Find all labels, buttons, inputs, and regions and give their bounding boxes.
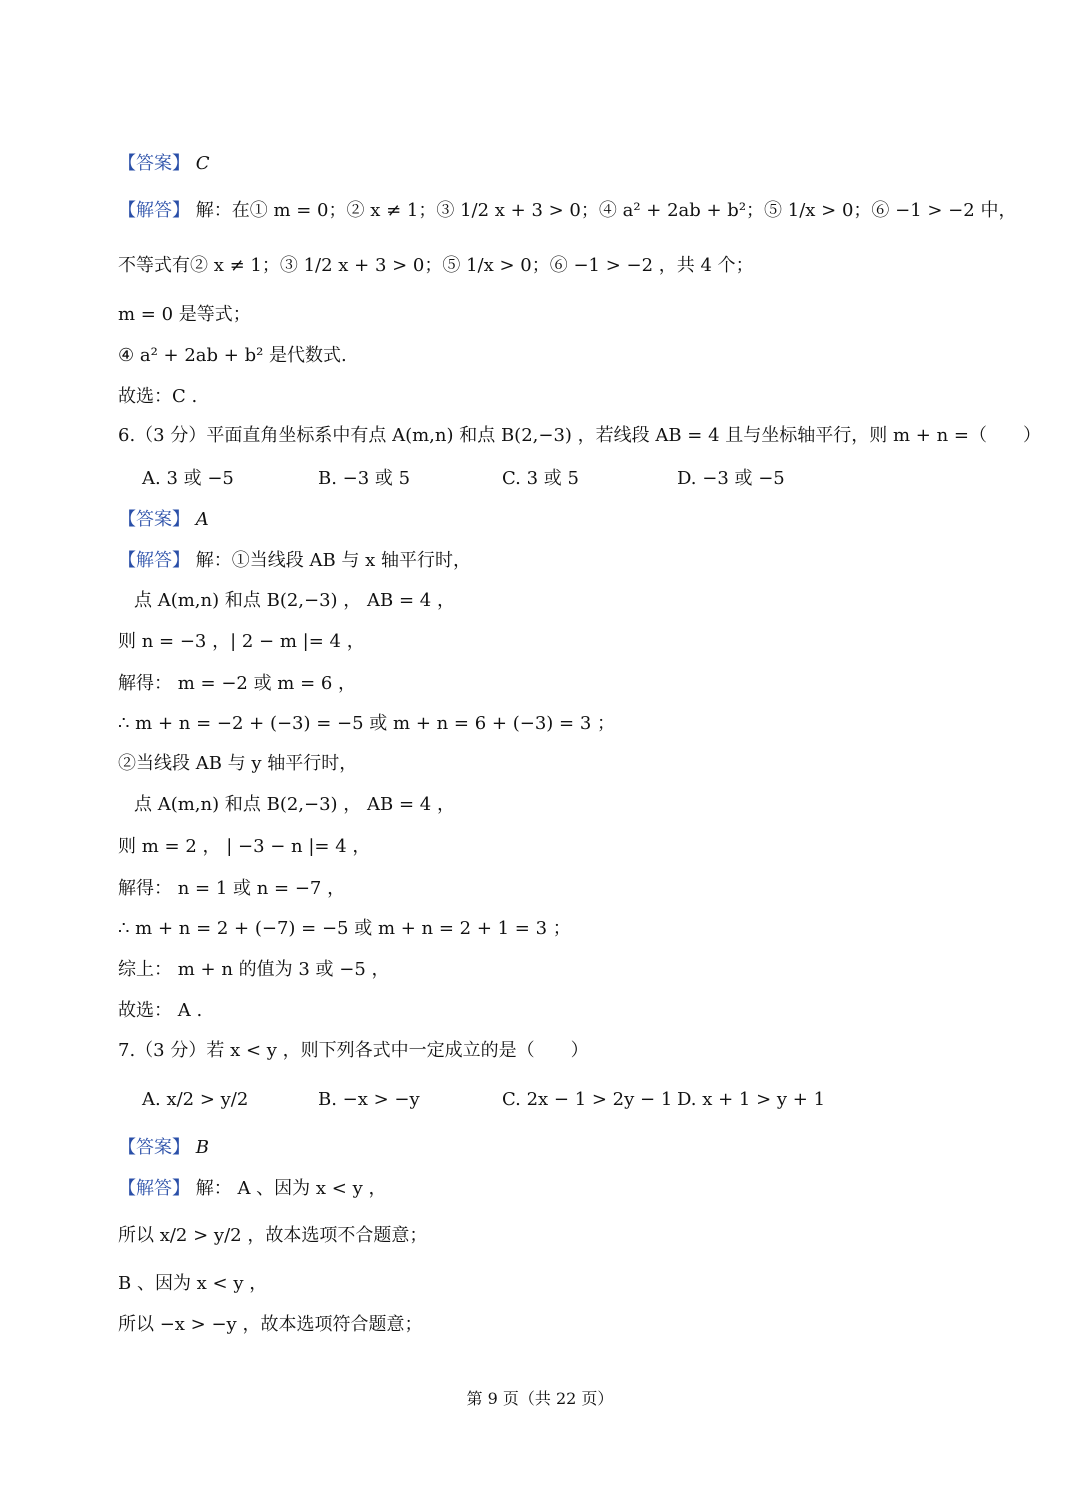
answer-value: C <box>195 153 210 174</box>
q7-option-a: A. x/2 > y/2 <box>142 1089 249 1110</box>
q7-stem: 7.（3 分）若 x < y ，则下列各式中一定成立的是（ ） <box>118 1040 589 1061</box>
q5-analysis-line-1 <box>118 200 1016 222</box>
q7-answer <box>118 1137 209 1159</box>
answer-tag: 【答案】 <box>118 153 190 174</box>
q5-conclusion: 故选：C . <box>118 386 198 407</box>
q6-option-d: D. −3 或 −5 <box>677 468 785 489</box>
page-footer: 第 9 页（共 22 页） <box>466 1389 614 1408</box>
q6-conclusion: 故选： A . <box>118 1000 203 1021</box>
q6-analysis-line-2: 点 A(m,n) 和点 B(2,−3) ， AB = 4 ， <box>134 590 455 611</box>
q5-analysis-line-2: 不等式有② x ≠ 1；③ 1/2 x + 3 > 0；⑤ 1/x > 0；⑥ −1 > −2 ，共 4 个； <box>118 255 754 276</box>
q6-analysis-line-3: 则 n = −3 ，| 2 − m |= 4 ， <box>118 631 365 652</box>
answer-tag: 【答案】 <box>118 1137 190 1158</box>
analysis-text: 解：①当线段 AB 与 x 轴平行时， <box>195 550 471 571</box>
q7-option-c: C. 2x − 1 > 2y − 1 <box>502 1089 673 1110</box>
q7-option-d: D. x + 1 > y + 1 <box>677 1089 826 1110</box>
q5-answer <box>118 153 210 175</box>
q6-option-b: B. −3 或 5 <box>318 468 411 489</box>
q6-analysis-line-7: 点 A(m,n) 和点 B(2,−3) ， AB = 4 ， <box>134 794 455 815</box>
q6-analysis-line-6: ②当线段 AB 与 y 轴平行时， <box>118 753 358 774</box>
analysis-tag: 【解答】 <box>118 550 190 571</box>
q6-analysis-line-1 <box>118 550 471 572</box>
q7-analysis-line-1 <box>118 1178 386 1200</box>
analysis-tag: 【解答】 <box>118 1178 190 1199</box>
q7-analysis-line-4: 所以 −x > −y ，故本选项符合题意； <box>118 1314 423 1335</box>
analysis-text: 解：在① m = 0；② x ≠ 1；③ 1/2 x + 3 > 0；④ a² + 2ab + b²；⑤ 1/x > 0；⑥ −1 > −2 中， <box>195 200 1017 221</box>
q6-answer <box>118 509 209 531</box>
q6-stem: 6.（3 分）平面直角坐标系中有点 A(m,n) 和点 B(2,−3) ，若线段 AB = 4 且与坐标轴平行，则 m + n =（ ） <box>118 425 1041 446</box>
answer-value: B <box>195 1137 209 1158</box>
q6-analysis-line-10: ∴ m + n = 2 + (−7) = −5 或 m + n = 2 + 1 = 3 ； <box>118 918 571 939</box>
q5-analysis-line-4: ④ a² + 2ab + b² 是代数式. <box>118 345 347 366</box>
analysis-text: 解： A 、因为 x < y ， <box>195 1178 387 1199</box>
q6-analysis-line-9: 解得： n = 1 或 n = −7 ， <box>118 878 346 899</box>
q7-analysis-line-3: B 、因为 x < y ， <box>118 1273 268 1294</box>
q6-analysis-line-11: 综上： m + n 的值为 3 或 −5 ， <box>118 959 390 980</box>
analysis-tag: 【解答】 <box>118 200 190 221</box>
answer-value: A <box>195 509 209 530</box>
answer-tag: 【答案】 <box>118 509 190 530</box>
q6-analysis-line-8: 则 m = 2 ， | −3 − n |= 4 ， <box>118 836 371 857</box>
q7-analysis-line-2: 所以 x/2 > y/2 ，故本选项不合题意； <box>118 1225 428 1246</box>
q6-analysis-line-4: 解得： m = −2 或 m = 6 ， <box>118 673 357 694</box>
q5-analysis-line-3: m = 0 是等式； <box>118 304 251 325</box>
q7-option-b: B. −x > −y <box>318 1089 420 1110</box>
q6-option-c: C. 3 或 5 <box>502 468 579 489</box>
q6-analysis-line-5: ∴ m + n = −2 + (−3) = −5 或 m + n = 6 + (−3) = 3 ； <box>118 713 615 734</box>
q6-option-a: A. 3 或 −5 <box>142 468 234 489</box>
